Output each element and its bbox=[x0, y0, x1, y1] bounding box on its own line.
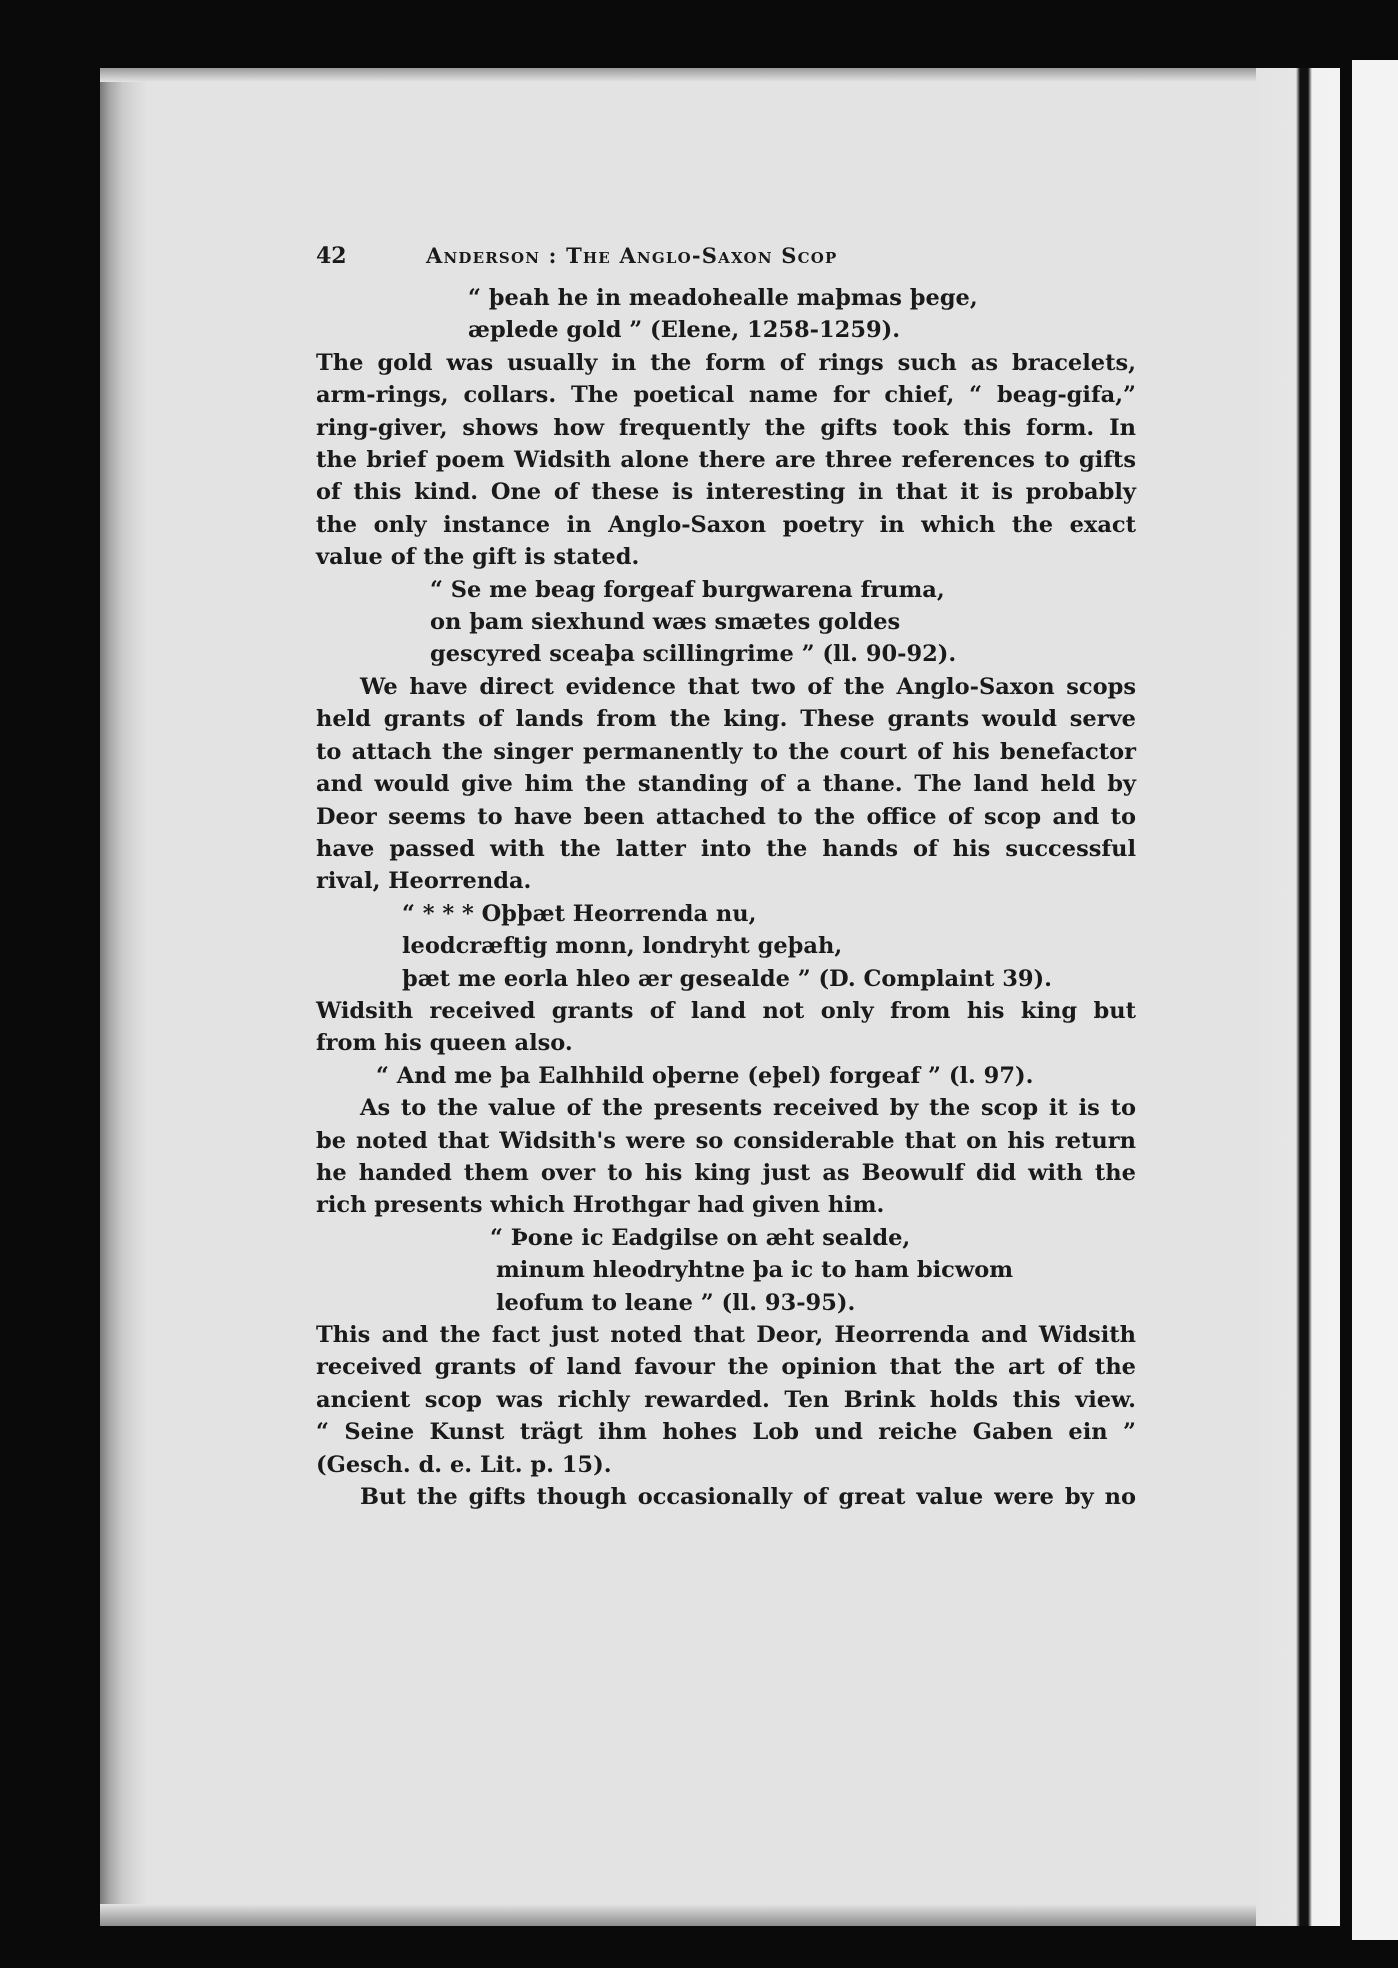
text-line: received grants of land favour the opinion that the art of the bbox=[316, 1354, 1136, 1381]
text-line: But the gifts though occasionally of great value were by no bbox=[360, 1484, 1136, 1511]
text-line: held grants of lands from the king. These grants would serve bbox=[316, 706, 1136, 733]
text-line: the only instance in Anglo-Saxon poetry in which the exact bbox=[316, 511, 1136, 538]
page-top-shadow bbox=[100, 68, 1340, 82]
page-text bbox=[316, 240, 1136, 1513]
text-line: Deor seems to have been attached to the office of scop and to bbox=[316, 803, 1136, 830]
verse-line: “ And me þa Ealhhild oþerne (eþel) forgeaf ” (l. 97). bbox=[376, 1062, 1034, 1089]
page-gutter-shadow bbox=[100, 68, 148, 1926]
verse-line: leofum to leane ” (ll. 93-95). bbox=[496, 1289, 856, 1316]
verse-line: leodcræftig monn, londryht geþah, bbox=[402, 933, 843, 960]
verse-line: gescyred sceaþa scillingrime ” (ll. 90-92). bbox=[430, 641, 957, 668]
text-line: We have direct evidence that two of the Anglo-Saxon scops bbox=[360, 673, 1136, 700]
text-line: and would give him the standing of a thane. The land held by bbox=[316, 771, 1136, 798]
page-header bbox=[316, 240, 1136, 282]
text-line: The gold was usually in the form of rings such as bracelets, bbox=[316, 349, 1136, 376]
verse-line: þæt me eorla hleo ær gesealde ” (D. Complaint 39). bbox=[402, 965, 1053, 992]
running-head: Anderson : The Anglo-Saxon Scop bbox=[426, 243, 838, 268]
body-text bbox=[316, 282, 1136, 1513]
text-line: (Gesch. d. e. Lit. p. 15). bbox=[316, 1451, 612, 1478]
text-line: Widsith received grants of land not only from his king but bbox=[316, 997, 1136, 1024]
verse-line: “ * * * Oþþæt Heorrenda nu, bbox=[402, 900, 757, 927]
facing-page-edge bbox=[1352, 60, 1398, 1940]
page-number: 42 bbox=[316, 243, 347, 269]
verse-line: “ Þone ic Eadgilse on æht sealde, bbox=[490, 1224, 911, 1251]
text-line: “ Seine Kunst trägt ihm hohes Lob und reiche Gaben ein ” bbox=[316, 1419, 1136, 1446]
text-line: the brief poem Widsith alone there are three references to gifts bbox=[316, 447, 1136, 474]
verse-line: “ Se me beag forgeaf burgwarena fruma, bbox=[430, 576, 945, 603]
text-line: to attach the singer permanently to the court of his benefactor bbox=[316, 738, 1136, 765]
page-fold-divider bbox=[1256, 68, 1340, 1926]
verse-line: “ þeah he in meadohealle maþmas þege, bbox=[468, 285, 978, 311]
text-line: from his queen also. bbox=[316, 1030, 573, 1057]
text-line: have passed with the latter into the hands of his successful bbox=[316, 835, 1136, 862]
text-line: ancient scop was richly rewarded. Ten Brink holds this view. bbox=[316, 1386, 1136, 1413]
page-bottom-shadow bbox=[100, 1904, 1340, 1926]
text-line: he handed them over to his king just as Beowulf did with the bbox=[316, 1159, 1136, 1186]
text-line: rival, Heorrenda. bbox=[316, 868, 532, 895]
verse-line: æplede gold ” (Elene, 1258-1259). bbox=[468, 317, 901, 344]
text-line: arm-rings, collars. The poetical name for chief, “ beag-gifa,” bbox=[316, 382, 1136, 409]
text-line: value of the gift is stated. bbox=[316, 544, 640, 571]
text-line: ring-giver, shows how frequently the gifts took this form. In bbox=[316, 414, 1136, 441]
text-line: of this kind. One of these is interesting in that it is probably bbox=[316, 479, 1136, 506]
text-line: be noted that Widsith's were so considerable that on his return bbox=[316, 1127, 1136, 1154]
text-line: As to the value of the presents received by the scop it is to bbox=[360, 1095, 1136, 1122]
verse-line: on þam siexhund wæs smætes goldes bbox=[430, 609, 901, 636]
text-line: This and the fact just noted that Deor, Heorrenda and Widsith bbox=[316, 1322, 1136, 1348]
text-line: rich presents which Hrothgar had given him. bbox=[316, 1192, 885, 1219]
verse-line: minum hleodryhtne þa ic to ham bicwom bbox=[496, 1257, 1014, 1284]
